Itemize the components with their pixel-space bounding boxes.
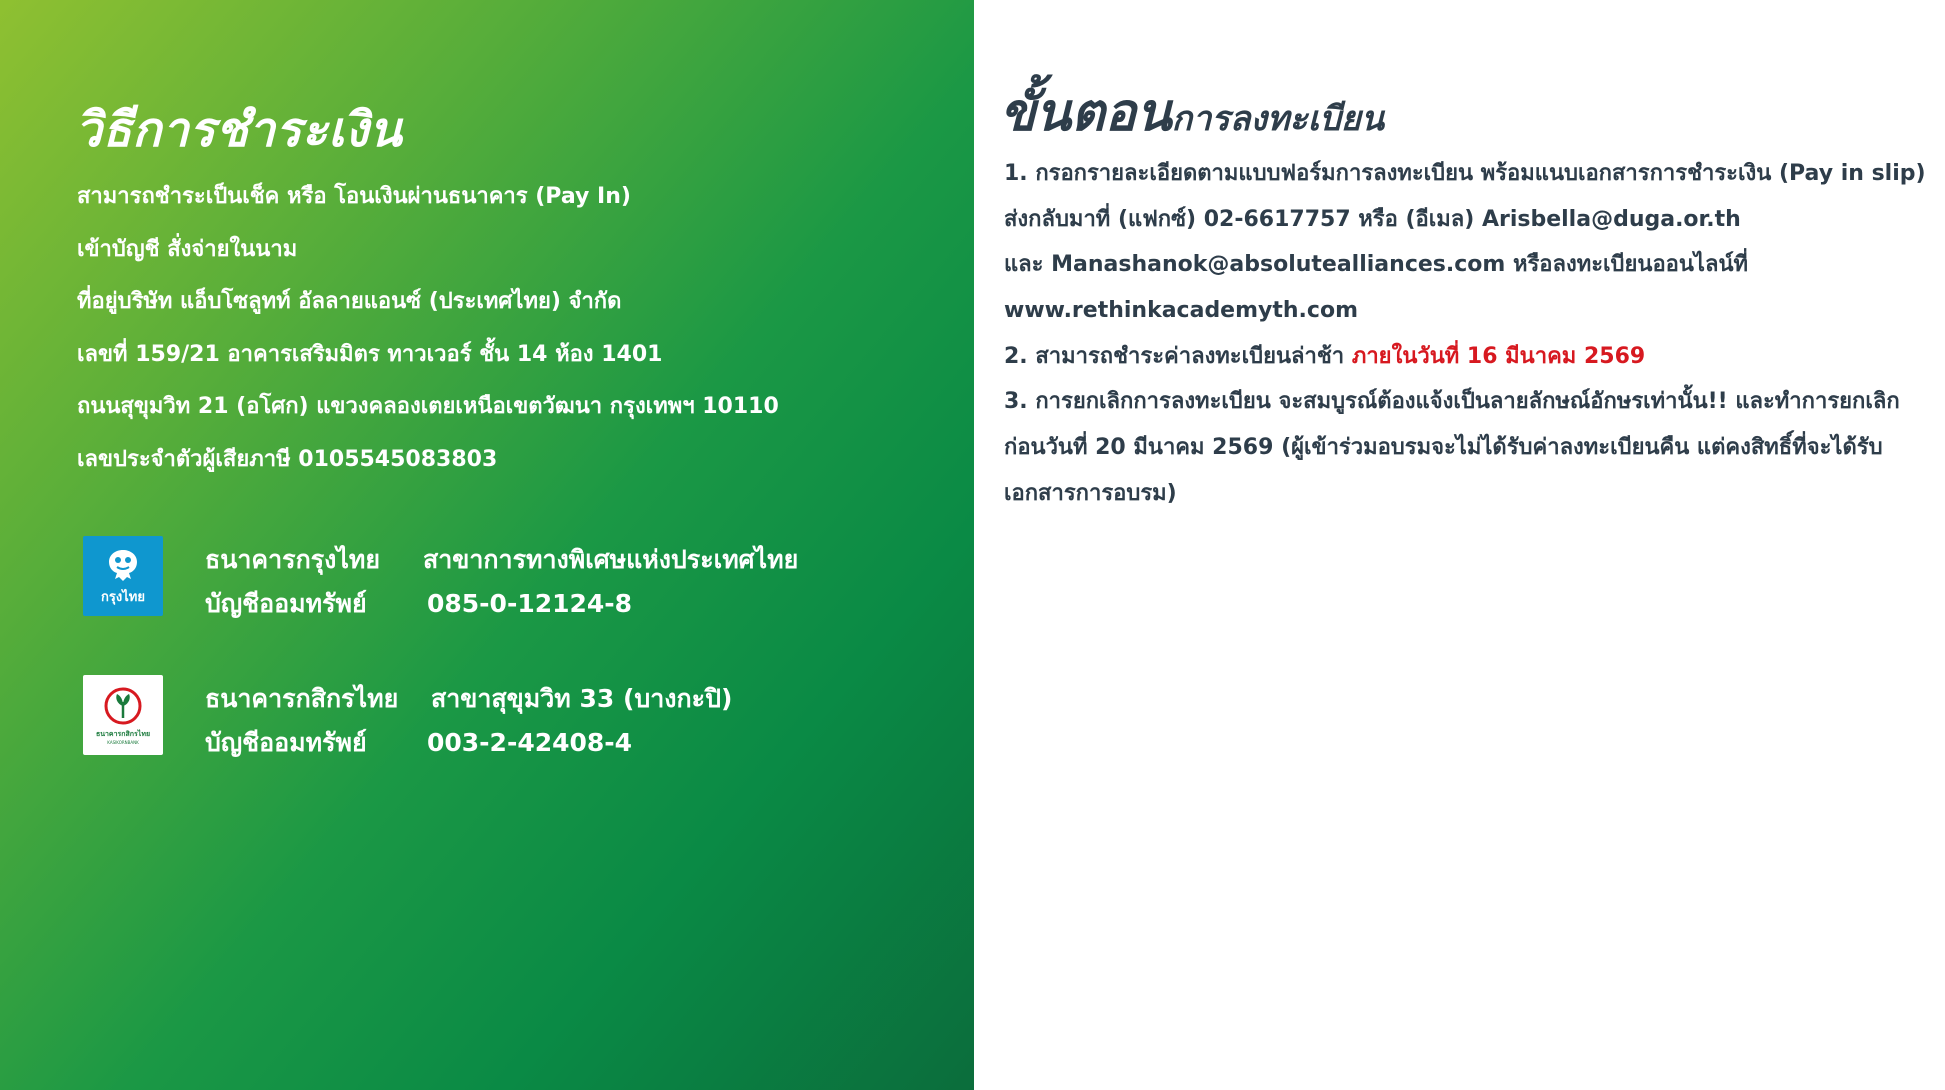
step-line: เอกสารการอบรม) — [1004, 480, 1177, 506]
step-line: และ Manashanok@absolutealliances.com หรือลงทะเบียนออนไลน์ที่ — [1004, 252, 1749, 278]
bank-kasikorn — [83, 675, 732, 769]
payment-line: เลขที่ 159/21 อาคารเสริมมิตร ทาวเวอร์ ชั้น 14 ห้อง 1401 — [77, 341, 663, 367]
kasikorn-bank-logo-icon — [83, 675, 163, 755]
kasikorn-logo-text: ธนาคารกสิกรไทย — [95, 729, 151, 738]
payment-title: วิธีการชำระเงิน — [75, 102, 403, 158]
payment-line: เลขประจำตัวผู้เสียภาษี 0105545083803 — [77, 446, 498, 472]
kasikorn-logo-subtext: KASIKORNBANK — [107, 739, 139, 745]
payment-details — [77, 182, 779, 498]
registration-panel — [974, 0, 1945, 1090]
bank-info — [205, 681, 732, 769]
account-type: บัญชีออมทรัพย์ — [205, 728, 367, 757]
registration-title-main: ขั้นตอน — [1000, 83, 1172, 143]
payment-line: ถนนสุขุมวิท 21 (อโศก) แขวงคลองเตยเหนือเขตวัฒนา กรุงเทพฯ 10110 — [77, 394, 779, 420]
bank-branch: สาขาสุขุมวิท 33 (บางกะปิ) — [431, 684, 733, 713]
bank-name: ธนาคารกสิกรไทย — [205, 684, 399, 713]
krungthai-bird-icon — [103, 546, 143, 584]
account-type: บัญชีออมทรัพย์ — [205, 589, 367, 618]
step-2-text: 2. สามารถชำระค่าลงทะเบียนล่าช้า — [1004, 343, 1352, 369]
kasikorn-rice-icon — [103, 686, 143, 726]
account-number: 085-0-12124-8 — [427, 589, 633, 618]
bank-info — [205, 542, 798, 630]
account-number: 003-2-42408-4 — [427, 728, 633, 757]
registration-title-sub: การลงทะเบียน — [1171, 99, 1385, 139]
krungthai-bank-logo-icon — [83, 536, 163, 616]
payment-line: เข้าบัญชี สั่งจ่ายในนาม — [77, 236, 298, 262]
step-line: 1. กรอกรายละเอียดตามแบบฟอร์มการลงทะเบียน พร้อมแนบเอกสารการชำระเงิน (Pay in slip) — [1004, 161, 1926, 186]
payment-line: ที่อยู่บริษัท แอ็บโซลูทท์ อัลลายแอนซ์ (ประเทศไทย) จำกัด — [77, 289, 622, 315]
bank-name: ธนาคารกรุงไทย — [205, 545, 381, 574]
payment-line: สามารถชำระเป็นเช็ค หรือ โอนเงินผ่านธนาคาร (Pay In) — [77, 184, 631, 209]
krungthai-logo-text: กรุงไทย — [101, 589, 145, 605]
bank-branch: สาขาการทางพิเศษแห่งประเทศไทย — [423, 545, 799, 574]
step-line — [1004, 341, 1939, 387]
step-website: www.rethinkacademyth.com — [1004, 298, 1358, 324]
registration-title — [1000, 70, 1384, 153]
step-line: ส่งกลับมาที่ (แฟกซ์) 02-6617757 หรือ (อีเมล) Arisbella@duga.or.th — [1004, 206, 1741, 232]
registration-steps — [1004, 158, 1939, 524]
step-line: 3. การยกเลิกการลงทะเบียน จะสมบูรณ์ต้องแจ้งเป็นลายลักษณ์อักษรเท่านั้น!! และทำการยกเลิก — [1004, 389, 1900, 415]
bank-krungthai — [83, 536, 798, 630]
step-line: ก่อนวันที่ 20 มีนาคม 2569 (ผู้เข้าร่วมอบรมจะไม่ได้รับค่าลงทะเบียนคืน แต่คงสิทธิ์ที่จะได้รับ — [1004, 435, 1883, 461]
late-deadline-highlight: ภายในวันที่ 16 มีนาคม 2569 — [1351, 343, 1646, 369]
